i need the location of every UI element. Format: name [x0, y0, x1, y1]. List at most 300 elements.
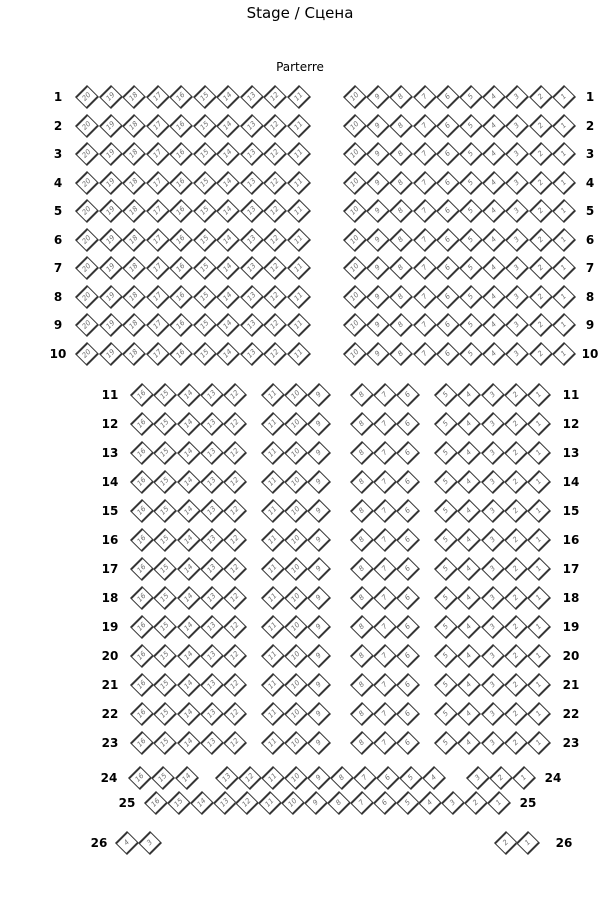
- seat-row12-num4[interactable]: [457, 412, 481, 436]
- seat-row14-num8[interactable]: [350, 470, 374, 494]
- seat-row19-num9[interactable]: [307, 615, 331, 639]
- seat-row8-num9[interactable]: [366, 285, 390, 309]
- seat-row14-num1[interactable]: [527, 470, 551, 494]
- seat-row1-num14[interactable]: [216, 85, 240, 109]
- seat-row14-num7[interactable]: [373, 470, 397, 494]
- seat-row24-num2[interactable]: [489, 766, 513, 790]
- seat-row6-num7[interactable]: [413, 228, 437, 252]
- seat-row23-num6[interactable]: [396, 731, 420, 755]
- seat-row13-num12[interactable]: [223, 441, 247, 465]
- seat-row18-num2[interactable]: [504, 586, 528, 610]
- seat-row8-num13[interactable]: [239, 285, 263, 309]
- seat-row11-num7[interactable]: [373, 383, 397, 407]
- seat-row18-num7[interactable]: [373, 586, 397, 610]
- seat-row6-num9[interactable]: [366, 228, 390, 252]
- seat-row25-num8[interactable]: [327, 791, 351, 815]
- seat-row22-num4[interactable]: [457, 702, 481, 726]
- seat-row21-num12[interactable]: [223, 673, 247, 697]
- seat-row11-num15[interactable]: [153, 383, 177, 407]
- seat-row20-num12[interactable]: [223, 644, 247, 668]
- seat-row16-num10[interactable]: [284, 528, 308, 552]
- seat-row17-num4[interactable]: [457, 557, 481, 581]
- seat-row2-num20[interactable]: [75, 114, 99, 138]
- seat-row3-num19[interactable]: [98, 142, 122, 166]
- seat-row4-num6[interactable]: [436, 171, 460, 195]
- seat-row4-num20[interactable]: [75, 171, 99, 195]
- seat-row5-num15[interactable]: [192, 199, 216, 223]
- seat-row18-num10[interactable]: [284, 586, 308, 610]
- seat-row9-num12[interactable]: [263, 313, 287, 337]
- seat-row5-num4[interactable]: [482, 199, 506, 223]
- seat-row6-num8[interactable]: [389, 228, 413, 252]
- seat-row26-num3[interactable]: [137, 831, 161, 855]
- seat-row8-num11[interactable]: [286, 285, 310, 309]
- seat-row12-num7[interactable]: [373, 412, 397, 436]
- seat-row24-num15[interactable]: [151, 766, 175, 790]
- seat-row7-num18[interactable]: [122, 256, 146, 280]
- seat-row9-num17[interactable]: [145, 313, 169, 337]
- seat-row15-num12[interactable]: [223, 499, 247, 523]
- seat-row13-num13[interactable]: [200, 441, 224, 465]
- seat-row14-num9[interactable]: [307, 470, 331, 494]
- seat-row4-num3[interactable]: [505, 171, 529, 195]
- seat-row23-num14[interactable]: [176, 731, 200, 755]
- seat-row12-num6[interactable]: [396, 412, 420, 436]
- seat-row2-num4[interactable]: [482, 114, 506, 138]
- seat-row20-num9[interactable]: [307, 644, 331, 668]
- seat-row24-num3[interactable]: [466, 766, 490, 790]
- seat-row6-num20[interactable]: [75, 228, 99, 252]
- seat-row7-num11[interactable]: [286, 256, 310, 280]
- seat-row11-num10[interactable]: [284, 383, 308, 407]
- seat-row2-num16[interactable]: [169, 114, 193, 138]
- seat-row19-num14[interactable]: [176, 615, 200, 639]
- seat-row23-num3[interactable]: [480, 731, 504, 755]
- seat-row6-num1[interactable]: [552, 228, 576, 252]
- seat-row6-num2[interactable]: [529, 228, 553, 252]
- seat-row9-num8[interactable]: [389, 313, 413, 337]
- seat-row22-num11[interactable]: [261, 702, 285, 726]
- seat-row22-num12[interactable]: [223, 702, 247, 726]
- seat-row7-num10[interactable]: [343, 256, 367, 280]
- seat-row24-num7[interactable]: [353, 766, 377, 790]
- seat-row6-num18[interactable]: [122, 228, 146, 252]
- seat-row25-num4[interactable]: [418, 791, 442, 815]
- seat-row19-num15[interactable]: [153, 615, 177, 639]
- seat-row21-num11[interactable]: [261, 673, 285, 697]
- seat-row11-num4[interactable]: [457, 383, 481, 407]
- seat-row2-num7[interactable]: [413, 114, 437, 138]
- seat-row20-num13[interactable]: [200, 644, 224, 668]
- seat-row2-num3[interactable]: [505, 114, 529, 138]
- seat-row19-num1[interactable]: [527, 615, 551, 639]
- seat-row14-num13[interactable]: [200, 470, 224, 494]
- seat-row16-num3[interactable]: [480, 528, 504, 552]
- seat-row19-num11[interactable]: [261, 615, 285, 639]
- seat-row18-num14[interactable]: [176, 586, 200, 610]
- seat-row13-num2[interactable]: [504, 441, 528, 465]
- seat-row3-num13[interactable]: [239, 142, 263, 166]
- seat-row15-num4[interactable]: [457, 499, 481, 523]
- seat-row10-num2[interactable]: [529, 342, 553, 366]
- seat-row19-num16[interactable]: [130, 615, 154, 639]
- seat-row11-num8[interactable]: [350, 383, 374, 407]
- seat-row21-num1[interactable]: [527, 673, 551, 697]
- seat-row9-num18[interactable]: [122, 313, 146, 337]
- seat-row11-num1[interactable]: [527, 383, 551, 407]
- seat-row26-num2[interactable]: [493, 831, 517, 855]
- seat-row16-num2[interactable]: [504, 528, 528, 552]
- seat-row24-num4[interactable]: [422, 766, 446, 790]
- seat-row17-num10[interactable]: [284, 557, 308, 581]
- seat-row22-num16[interactable]: [130, 702, 154, 726]
- seat-row18-num4[interactable]: [457, 586, 481, 610]
- seat-row5-num8[interactable]: [389, 199, 413, 223]
- seat-row7-num14[interactable]: [216, 256, 240, 280]
- seat-row15-num9[interactable]: [307, 499, 331, 523]
- seat-row7-num12[interactable]: [263, 256, 287, 280]
- seat-row1-num13[interactable]: [239, 85, 263, 109]
- seat-row13-num3[interactable]: [480, 441, 504, 465]
- seat-row1-num6[interactable]: [436, 85, 460, 109]
- seat-row1-num19[interactable]: [98, 85, 122, 109]
- seat-row20-num5[interactable]: [434, 644, 458, 668]
- seat-row7-num7[interactable]: [413, 256, 437, 280]
- seat-row1-num1[interactable]: [552, 85, 576, 109]
- seat-row19-num2[interactable]: [504, 615, 528, 639]
- seat-row7-num9[interactable]: [366, 256, 390, 280]
- seat-row7-num16[interactable]: [169, 256, 193, 280]
- seat-row24-num5[interactable]: [399, 766, 423, 790]
- seat-row7-num1[interactable]: [552, 256, 576, 280]
- seat-row12-num16[interactable]: [130, 412, 154, 436]
- seat-row24-num1[interactable]: [512, 766, 536, 790]
- seat-row25-num10[interactable]: [281, 791, 305, 815]
- seat-row23-num11[interactable]: [261, 731, 285, 755]
- seat-row17-num2[interactable]: [504, 557, 528, 581]
- seat-row17-num8[interactable]: [350, 557, 374, 581]
- seat-row22-num8[interactable]: [350, 702, 374, 726]
- seat-row13-num9[interactable]: [307, 441, 331, 465]
- seat-row8-num8[interactable]: [389, 285, 413, 309]
- seat-row23-num8[interactable]: [350, 731, 374, 755]
- seat-row24-num11[interactable]: [261, 766, 285, 790]
- seat-row12-num14[interactable]: [176, 412, 200, 436]
- seat-row11-num6[interactable]: [396, 383, 420, 407]
- seat-row12-num11[interactable]: [261, 412, 285, 436]
- seat-row20-num7[interactable]: [373, 644, 397, 668]
- seat-row8-num5[interactable]: [459, 285, 483, 309]
- seat-row3-num11[interactable]: [286, 142, 310, 166]
- seat-row22-num3[interactable]: [480, 702, 504, 726]
- seat-row3-num1[interactable]: [552, 142, 576, 166]
- seat-row23-num4[interactable]: [457, 731, 481, 755]
- seat-row15-num13[interactable]: [200, 499, 224, 523]
- seat-row1-num3[interactable]: [505, 85, 529, 109]
- seat-row13-num15[interactable]: [153, 441, 177, 465]
- seat-row5-num16[interactable]: [169, 199, 193, 223]
- seat-row7-num4[interactable]: [482, 256, 506, 280]
- seat-row4-num9[interactable]: [366, 171, 390, 195]
- seat-row8-num12[interactable]: [263, 285, 287, 309]
- seat-row11-num16[interactable]: [130, 383, 154, 407]
- seat-row15-num2[interactable]: [504, 499, 528, 523]
- seat-row4-num7[interactable]: [413, 171, 437, 195]
- seat-row17-num15[interactable]: [153, 557, 177, 581]
- seat-row1-num5[interactable]: [459, 85, 483, 109]
- seat-row8-num19[interactable]: [98, 285, 122, 309]
- seat-row18-num3[interactable]: [480, 586, 504, 610]
- seat-row18-num13[interactable]: [200, 586, 224, 610]
- seat-row15-num15[interactable]: [153, 499, 177, 523]
- seat-row24-num12[interactable]: [238, 766, 262, 790]
- seat-row22-num5[interactable]: [434, 702, 458, 726]
- seat-row5-num12[interactable]: [263, 199, 287, 223]
- seat-row10-num14[interactable]: [216, 342, 240, 366]
- seat-row7-num6[interactable]: [436, 256, 460, 280]
- seat-row21-num2[interactable]: [504, 673, 528, 697]
- seat-row4-num15[interactable]: [192, 171, 216, 195]
- seat-row8-num6[interactable]: [436, 285, 460, 309]
- seat-row26-num4[interactable]: [115, 831, 139, 855]
- seat-row11-num2[interactable]: [504, 383, 528, 407]
- seat-row2-num18[interactable]: [122, 114, 146, 138]
- seat-row24-num8[interactable]: [330, 766, 354, 790]
- seat-row6-num15[interactable]: [192, 228, 216, 252]
- seat-row20-num4[interactable]: [457, 644, 481, 668]
- seat-row9-num14[interactable]: [216, 313, 240, 337]
- seat-row20-num6[interactable]: [396, 644, 420, 668]
- seat-row6-num14[interactable]: [216, 228, 240, 252]
- seat-row18-num9[interactable]: [307, 586, 331, 610]
- seat-row24-num9[interactable]: [307, 766, 331, 790]
- seat-row23-num5[interactable]: [434, 731, 458, 755]
- seat-row5-num19[interactable]: [98, 199, 122, 223]
- seat-row16-num9[interactable]: [307, 528, 331, 552]
- seat-row14-num6[interactable]: [396, 470, 420, 494]
- seat-row7-num15[interactable]: [192, 256, 216, 280]
- seat-row1-num11[interactable]: [286, 85, 310, 109]
- seat-row15-num16[interactable]: [130, 499, 154, 523]
- seat-row3-num18[interactable]: [122, 142, 146, 166]
- seat-row23-num16[interactable]: [130, 731, 154, 755]
- seat-row10-num3[interactable]: [505, 342, 529, 366]
- seat-row24-num13[interactable]: [215, 766, 239, 790]
- seat-row1-num9[interactable]: [366, 85, 390, 109]
- seat-row6-num13[interactable]: [239, 228, 263, 252]
- seat-row4-num12[interactable]: [263, 171, 287, 195]
- seat-row14-num4[interactable]: [457, 470, 481, 494]
- seat-row21-num15[interactable]: [153, 673, 177, 697]
- seat-row18-num12[interactable]: [223, 586, 247, 610]
- seat-row20-num15[interactable]: [153, 644, 177, 668]
- seat-row10-num4[interactable]: [482, 342, 506, 366]
- seat-row12-num10[interactable]: [284, 412, 308, 436]
- seat-row13-num4[interactable]: [457, 441, 481, 465]
- seat-row11-num14[interactable]: [176, 383, 200, 407]
- seat-row21-num16[interactable]: [130, 673, 154, 697]
- seat-row2-num19[interactable]: [98, 114, 122, 138]
- seat-row12-num13[interactable]: [200, 412, 224, 436]
- seat-row13-num14[interactable]: [176, 441, 200, 465]
- seat-row6-num6[interactable]: [436, 228, 460, 252]
- seat-row22-num14[interactable]: [176, 702, 200, 726]
- seat-row10-num20[interactable]: [75, 342, 99, 366]
- seat-row11-num12[interactable]: [223, 383, 247, 407]
- seat-row23-num12[interactable]: [223, 731, 247, 755]
- seat-row20-num10[interactable]: [284, 644, 308, 668]
- seat-row18-num6[interactable]: [396, 586, 420, 610]
- seat-row7-num20[interactable]: [75, 256, 99, 280]
- seat-row6-num12[interactable]: [263, 228, 287, 252]
- seat-row4-num14[interactable]: [216, 171, 240, 195]
- seat-row1-num4[interactable]: [482, 85, 506, 109]
- seat-row1-num7[interactable]: [413, 85, 437, 109]
- seat-row20-num16[interactable]: [130, 644, 154, 668]
- seat-row2-num5[interactable]: [459, 114, 483, 138]
- seat-row22-num6[interactable]: [396, 702, 420, 726]
- seat-row15-num7[interactable]: [373, 499, 397, 523]
- seat-row25-num14[interactable]: [190, 791, 214, 815]
- seat-row23-num9[interactable]: [307, 731, 331, 755]
- seat-row25-num6[interactable]: [373, 791, 397, 815]
- seat-row4-num17[interactable]: [145, 171, 169, 195]
- seat-row12-num8[interactable]: [350, 412, 374, 436]
- seat-row1-num15[interactable]: [192, 85, 216, 109]
- seat-row19-num10[interactable]: [284, 615, 308, 639]
- seat-row17-num3[interactable]: [480, 557, 504, 581]
- seat-row16-num7[interactable]: [373, 528, 397, 552]
- seat-row25-num13[interactable]: [213, 791, 237, 815]
- seat-row8-num20[interactable]: [75, 285, 99, 309]
- seat-row5-num3[interactable]: [505, 199, 529, 223]
- seat-row3-num8[interactable]: [389, 142, 413, 166]
- seat-row10-num16[interactable]: [169, 342, 193, 366]
- seat-row8-num7[interactable]: [413, 285, 437, 309]
- seat-row19-num5[interactable]: [434, 615, 458, 639]
- seat-row19-num13[interactable]: [200, 615, 224, 639]
- seat-row10-num15[interactable]: [192, 342, 216, 366]
- seat-row17-num1[interactable]: [527, 557, 551, 581]
- seat-row8-num17[interactable]: [145, 285, 169, 309]
- seat-row2-num1[interactable]: [552, 114, 576, 138]
- seat-row2-num14[interactable]: [216, 114, 240, 138]
- seat-row22-num13[interactable]: [200, 702, 224, 726]
- seat-row19-num4[interactable]: [457, 615, 481, 639]
- seat-row7-num3[interactable]: [505, 256, 529, 280]
- seat-row25-num1[interactable]: [487, 791, 511, 815]
- seat-row21-num3[interactable]: [480, 673, 504, 697]
- seat-row23-num15[interactable]: [153, 731, 177, 755]
- seat-row2-num10[interactable]: [343, 114, 367, 138]
- seat-row20-num3[interactable]: [480, 644, 504, 668]
- seat-row13-num6[interactable]: [396, 441, 420, 465]
- seat-row1-num10[interactable]: [343, 85, 367, 109]
- seat-row10-num13[interactable]: [239, 342, 263, 366]
- seat-row17-num14[interactable]: [176, 557, 200, 581]
- seat-row21-num14[interactable]: [176, 673, 200, 697]
- seat-row14-num10[interactable]: [284, 470, 308, 494]
- seat-row25-num7[interactable]: [350, 791, 374, 815]
- seat-row12-num15[interactable]: [153, 412, 177, 436]
- seat-row5-num10[interactable]: [343, 199, 367, 223]
- seat-row7-num8[interactable]: [389, 256, 413, 280]
- seat-row10-num19[interactable]: [98, 342, 122, 366]
- seat-row3-num12[interactable]: [263, 142, 287, 166]
- seat-row6-num17[interactable]: [145, 228, 169, 252]
- seat-row2-num12[interactable]: [263, 114, 287, 138]
- seat-row9-num13[interactable]: [239, 313, 263, 337]
- seat-row25-num11[interactable]: [258, 791, 282, 815]
- seat-row9-num5[interactable]: [459, 313, 483, 337]
- seat-row5-num1[interactable]: [552, 199, 576, 223]
- seat-row18-num16[interactable]: [130, 586, 154, 610]
- seat-row3-num5[interactable]: [459, 142, 483, 166]
- seat-row15-num14[interactable]: [176, 499, 200, 523]
- seat-row14-num14[interactable]: [176, 470, 200, 494]
- seat-row25-num2[interactable]: [464, 791, 488, 815]
- seat-row2-num6[interactable]: [436, 114, 460, 138]
- seat-row9-num10[interactable]: [343, 313, 367, 337]
- seat-row7-num17[interactable]: [145, 256, 169, 280]
- seat-row10-num9[interactable]: [366, 342, 390, 366]
- seat-row10-num17[interactable]: [145, 342, 169, 366]
- seat-row16-num11[interactable]: [261, 528, 285, 552]
- seat-row8-num18[interactable]: [122, 285, 146, 309]
- seat-row3-num3[interactable]: [505, 142, 529, 166]
- seat-row8-num14[interactable]: [216, 285, 240, 309]
- seat-row4-num4[interactable]: [482, 171, 506, 195]
- seat-row5-num18[interactable]: [122, 199, 146, 223]
- seat-row14-num15[interactable]: [153, 470, 177, 494]
- seat-row15-num10[interactable]: [284, 499, 308, 523]
- seat-row16-num12[interactable]: [223, 528, 247, 552]
- seat-row21-num7[interactable]: [373, 673, 397, 697]
- seat-row17-num11[interactable]: [261, 557, 285, 581]
- seat-row19-num6[interactable]: [396, 615, 420, 639]
- seat-row16-num15[interactable]: [153, 528, 177, 552]
- seat-row3-num2[interactable]: [529, 142, 553, 166]
- seat-row11-num5[interactable]: [434, 383, 458, 407]
- seat-row2-num17[interactable]: [145, 114, 169, 138]
- seat-row9-num19[interactable]: [98, 313, 122, 337]
- seat-row16-num8[interactable]: [350, 528, 374, 552]
- seat-row15-num3[interactable]: [480, 499, 504, 523]
- seat-row21-num10[interactable]: [284, 673, 308, 697]
- seat-row10-num12[interactable]: [263, 342, 287, 366]
- seat-row18-num15[interactable]: [153, 586, 177, 610]
- seat-row18-num11[interactable]: [261, 586, 285, 610]
- seat-row10-num5[interactable]: [459, 342, 483, 366]
- seat-row21-num6[interactable]: [396, 673, 420, 697]
- seat-row22-num7[interactable]: [373, 702, 397, 726]
- seat-row16-num16[interactable]: [130, 528, 154, 552]
- seat-row17-num12[interactable]: [223, 557, 247, 581]
- seat-row3-num6[interactable]: [436, 142, 460, 166]
- seat-row5-num20[interactable]: [75, 199, 99, 223]
- seat-row9-num3[interactable]: [505, 313, 529, 337]
- seat-row9-num6[interactable]: [436, 313, 460, 337]
- seat-row17-num9[interactable]: [307, 557, 331, 581]
- seat-row7-num2[interactable]: [529, 256, 553, 280]
- seat-row4-num13[interactable]: [239, 171, 263, 195]
- seat-row13-num11[interactable]: [261, 441, 285, 465]
- seat-row21-num4[interactable]: [457, 673, 481, 697]
- seat-row19-num7[interactable]: [373, 615, 397, 639]
- seat-row22-num10[interactable]: [284, 702, 308, 726]
- seat-row5-num11[interactable]: [286, 199, 310, 223]
- seat-row12-num3[interactable]: [480, 412, 504, 436]
